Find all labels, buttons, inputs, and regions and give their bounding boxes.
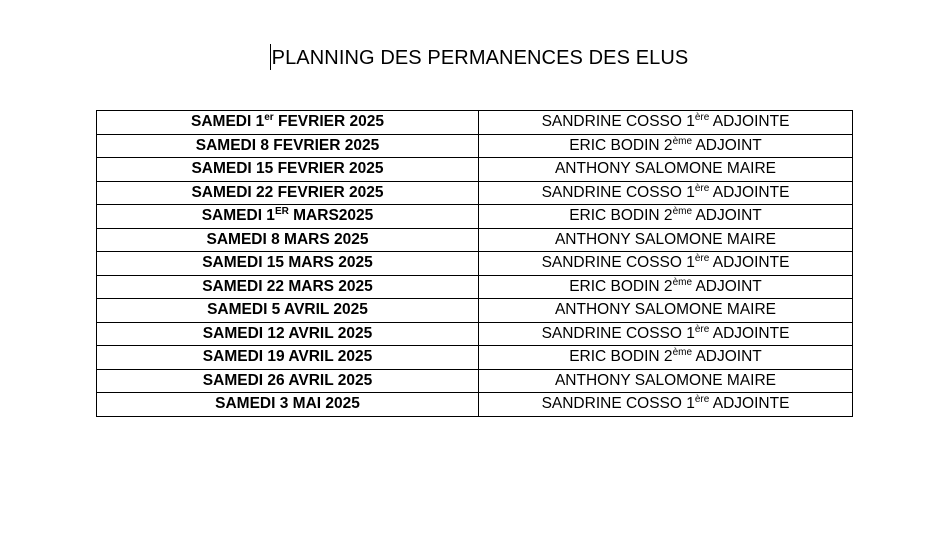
date-cell-text-suffix: FEVRIER 2025 bbox=[273, 113, 384, 131]
elu-cell bbox=[479, 228, 853, 252]
elu-cell-text: SANDRINE COSSO 1 bbox=[541, 183, 695, 201]
table-row bbox=[97, 322, 853, 346]
elu-cell-text-suffix: ADJOINTE bbox=[709, 395, 790, 413]
elu-cell-superscript: ème bbox=[672, 276, 693, 288]
table-row bbox=[97, 275, 853, 299]
date-cell bbox=[97, 275, 479, 299]
date-cell-text: SAMEDI 22 MARS 2025 bbox=[202, 277, 373, 295]
table-row bbox=[97, 158, 853, 182]
elu-cell-text: ERIC BODIN 2 bbox=[569, 348, 673, 366]
date-cell-text: SAMEDI 3 MAI 2025 bbox=[215, 395, 360, 413]
elu-cell bbox=[479, 393, 853, 417]
elu-cell bbox=[479, 299, 853, 323]
elu-cell-superscript: ère bbox=[694, 253, 710, 265]
elu-cell bbox=[479, 158, 853, 182]
elu-cell-text: ANTHONY SALOMONE MAIRE bbox=[554, 371, 777, 389]
elu-cell-text-suffix: ADJOINTE bbox=[709, 324, 790, 342]
table-row bbox=[97, 252, 853, 276]
elu-cell-text-suffix: ADJOINT bbox=[692, 277, 762, 295]
date-cell-text: SAMEDI 15 FEVRIER 2025 bbox=[191, 160, 384, 178]
elu-cell bbox=[479, 205, 853, 229]
elu-cell-superscript: ème bbox=[672, 206, 693, 218]
date-cell bbox=[97, 228, 479, 252]
table-row bbox=[97, 228, 853, 252]
date-cell bbox=[97, 299, 479, 323]
elu-cell-text: ERIC BODIN 2 bbox=[569, 136, 673, 154]
date-cell-text-suffix: MARS2025 bbox=[288, 207, 374, 225]
date-cell bbox=[97, 181, 479, 205]
elu-cell bbox=[479, 181, 853, 205]
date-cell bbox=[97, 393, 479, 417]
table-row bbox=[97, 346, 853, 370]
date-cell-text: SAMEDI 26 AVRIL 2025 bbox=[202, 371, 373, 389]
elu-cell-text-suffix: ADJOINT bbox=[692, 348, 762, 366]
elu-cell-text: ANTHONY SALOMONE MAIRE bbox=[554, 230, 777, 248]
elu-cell-text-suffix: ADJOINTE bbox=[709, 254, 790, 272]
date-cell-text: SAMEDI 5 AVRIL 2025 bbox=[207, 301, 368, 319]
page-title-text: PLANNING DES PERMANENCES DES ELUS bbox=[271, 47, 689, 69]
elu-cell-text: ANTHONY SALOMONE MAIRE bbox=[554, 160, 777, 178]
table-row bbox=[97, 393, 853, 417]
date-cell bbox=[97, 322, 479, 346]
elu-cell bbox=[479, 252, 853, 276]
date-cell-superscript: ER bbox=[274, 206, 289, 218]
date-cell-superscript: er bbox=[264, 112, 274, 124]
date-cell bbox=[97, 158, 479, 182]
table-row bbox=[97, 134, 853, 158]
elu-cell bbox=[479, 322, 853, 346]
elu-cell-text-suffix: ADJOINT bbox=[692, 207, 762, 225]
date-cell bbox=[97, 369, 479, 393]
elu-cell-superscript: ère bbox=[694, 394, 710, 406]
date-cell bbox=[97, 111, 479, 135]
elu-cell-text: ANTHONY SALOMONE MAIRE bbox=[554, 301, 777, 319]
date-cell bbox=[97, 134, 479, 158]
date-cell bbox=[97, 252, 479, 276]
schedule-table bbox=[96, 110, 853, 417]
elu-cell-text-suffix: ADJOINTE bbox=[709, 183, 790, 201]
date-cell-text: SAMEDI 1 bbox=[191, 113, 265, 131]
elu-cell bbox=[479, 134, 853, 158]
elu-cell-superscript: ère bbox=[694, 182, 710, 194]
elu-cell-superscript: ème bbox=[672, 135, 693, 147]
text-cursor bbox=[270, 44, 271, 70]
elu-cell bbox=[479, 346, 853, 370]
elu-cell-text: SANDRINE COSSO 1 bbox=[541, 254, 695, 272]
date-cell-text: SAMEDI 8 MARS 2025 bbox=[206, 230, 369, 248]
elu-cell-text-suffix: ADJOINTE bbox=[709, 113, 790, 131]
elu-cell-superscript: ère bbox=[694, 112, 710, 124]
elu-cell bbox=[479, 111, 853, 135]
elu-cell-text: SANDRINE COSSO 1 bbox=[541, 395, 695, 413]
date-cell-text: SAMEDI 22 FEVRIER 2025 bbox=[191, 183, 384, 201]
elu-cell-superscript: ème bbox=[672, 347, 693, 359]
date-cell-text: SAMEDI 1 bbox=[201, 207, 275, 225]
elu-cell-text-suffix: ADJOINT bbox=[692, 136, 762, 154]
table-row bbox=[97, 181, 853, 205]
elu-cell-superscript: ère bbox=[694, 323, 710, 335]
table-row bbox=[97, 299, 853, 323]
date-cell-text: SAMEDI 12 AVRIL 2025 bbox=[202, 324, 373, 342]
date-cell bbox=[97, 205, 479, 229]
elu-cell-text: SANDRINE COSSO 1 bbox=[541, 113, 695, 131]
table-row bbox=[97, 205, 853, 229]
date-cell-text: SAMEDI 15 MARS 2025 bbox=[202, 254, 373, 272]
elu-cell bbox=[479, 369, 853, 393]
elu-cell bbox=[479, 275, 853, 299]
page-title bbox=[0, 44, 950, 70]
date-cell-text: SAMEDI 8 FEVRIER 2025 bbox=[195, 136, 380, 154]
schedule-table-body bbox=[97, 111, 853, 417]
table-row bbox=[97, 111, 853, 135]
elu-cell-text: ERIC BODIN 2 bbox=[569, 207, 673, 225]
elu-cell-text: ERIC BODIN 2 bbox=[569, 277, 673, 295]
table-row bbox=[97, 369, 853, 393]
date-cell bbox=[97, 346, 479, 370]
elu-cell-text: SANDRINE COSSO 1 bbox=[541, 324, 695, 342]
date-cell-text: SAMEDI 19 AVRIL 2025 bbox=[202, 348, 373, 366]
